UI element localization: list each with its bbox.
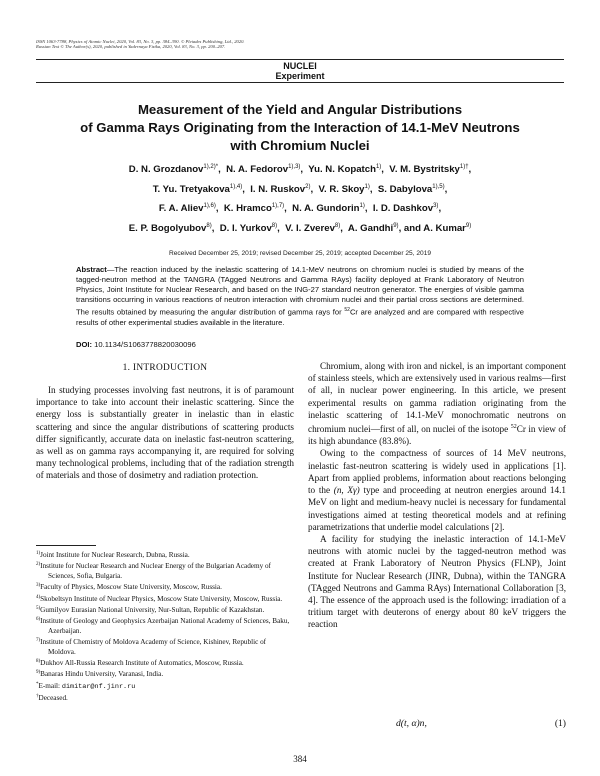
footnote-mark: 4) (36, 594, 41, 600)
footnote-mark: 6) (36, 617, 41, 623)
title-line-1: Measurement of the Yield and Angular Distributions (137, 102, 463, 117)
footnotes (36, 549, 294, 704)
author-name: K. Hramco (223, 203, 272, 214)
author-affiliation: 2) (305, 183, 311, 190)
journal-header (36, 39, 245, 50)
journal-header-line-1: ISSN 1063-7788, Physics of Atomic Nuclei, 2020, Vol. 83, No. 3, pp. 384–390. © Pleiades Publishing, Ltd., 2020. (36, 39, 245, 44)
footnote-text: Faculty of Physics, Moscow State University, Moscow, Russia. (40, 583, 222, 592)
right-paragraph-2 (308, 447, 566, 532)
author-row: D. N. Grozdanov$^{1),2)*}$, N. A. Fedorov$^{1),3)}$, Yu. N. Kopatch$^{1)}$, V. M. Bystritsky$^{1)\dagger}$, (128, 164, 472, 175)
article-title (40, 101, 560, 155)
journal-header-line-2: Russian Text © The Author(s), 2020, published in Yadernaya Fizika, 2020, Vol. 83, No. 3, pp. 200–207. (36, 44, 226, 50)
right-column-body (308, 360, 566, 631)
footnote-item (36, 615, 294, 636)
footnote-text: Dukhov All-Russia Research Institute of Automatics, Moscow, Russia. (40, 659, 244, 668)
section-subcategory: Experiment (275, 71, 325, 81)
isotope-mass: 52 (510, 424, 517, 431)
author-list (40, 159, 560, 237)
author-affiliation: 1) (359, 203, 365, 209)
journal-section (0, 61, 600, 81)
author-row: E. P. Bogolyubov$^{8)}$, D. I. Yurkov$^{8)}$, V. I. Zverev$^{8)}$, A. Gandhi$^{9)}$, and A. Kumar$^{9)}$ (128, 222, 472, 234)
footnote-mark: † (36, 694, 39, 700)
doi-link[interactable]: 10.1134/S1063778820030096 (94, 340, 196, 349)
email-label: E-mail: (38, 681, 61, 690)
page-number: 384 (293, 754, 307, 764)
author-affiliation: 1) (364, 183, 370, 190)
title-line-3: with Chromium Nuclei (230, 138, 370, 153)
author-affiliation: 1) (375, 164, 382, 170)
email-link[interactable]: dimitar@nf.jinr.ru (61, 682, 136, 691)
footnote-text: Institute of Geology and Geophysics Azerbaijan National Academy of Sciences, Baku, Azerbaijan. (40, 617, 290, 635)
footnote-item (36, 581, 294, 592)
received-dates: Received December 25, 2019; revised December 25, 2019; accepted December 25, 2019 (168, 250, 432, 257)
author-affiliation: 8) (334, 222, 341, 229)
footnote-mark: 5) (36, 606, 41, 612)
author-affiliation: 1),5) (432, 183, 445, 190)
author-name: N. A. Fedorov (226, 164, 289, 175)
author-name: T. Yu. Tretyakova (152, 183, 230, 195)
author-affiliation: 8) (206, 222, 212, 229)
author-affiliation: 1),2)* (203, 164, 219, 170)
footnote-mark: 7) (36, 638, 41, 644)
abstract-isotope-mass: 52 (344, 307, 350, 313)
footnote-text: Skobeltsyn Institute of Nuclear Physics, Moscow State University, Moscow, Russia. (40, 594, 283, 603)
footnote-mark: 9) (36, 670, 41, 676)
author-name: I. D. Dashkov (372, 203, 434, 214)
author-name: I. N. Ruskov (250, 183, 306, 195)
author-name: Yu. N. Kopatch (308, 164, 376, 175)
header-rule-top (36, 59, 564, 60)
footnote-text: Banaras Hindu University, Varanasi, India. (40, 670, 164, 679)
footnote-item (36, 636, 294, 657)
author-name: D. I. Yurkov (219, 222, 272, 234)
doi-label: DOI: (76, 340, 93, 349)
left-column-body (36, 384, 294, 482)
author-affiliation: 1),7) (271, 203, 285, 209)
footnote-item (36, 560, 294, 581)
author-affiliation: 3) (433, 203, 439, 209)
footnote-item (36, 549, 294, 560)
author-name: V. R. Skoy (318, 183, 365, 195)
abstract-text-1: —The reaction induced by the inelastic scattering of 14.1-MeV neutrons on chromium nuclei is studied by means of the tagged-neutron method at the TANGRA (TAgged Neutrons and Gamma RAys) facility deployed at Frank Laboratory of Neutron Physics, Joint Institute for Nuclear Research, and based on the ING-27 standard neutron generator. The energies of visible gamma transitions occurring in various reactions of neutron interaction with chromium nuclei and their partial cross sections are determined. The results obtained by measuring the angular distribution of gamma rays for (76, 265, 524, 317)
author-affiliation: 1),3) (288, 164, 301, 170)
author-name: V. I. Zverev (285, 222, 335, 234)
author-name: E. P. Bogolyubov (128, 222, 207, 234)
author-name: S. Dabylova (377, 183, 433, 195)
author-affiliation: 1)† (459, 164, 469, 170)
author-name: D. N. Grozdanov (128, 164, 204, 175)
right-paragraph-1 (308, 360, 566, 447)
footnote-mark: * (36, 681, 39, 687)
abstract-label: Abstract (76, 265, 107, 274)
author-row: T. Yu. Tretyakova$^{1),4)}$, I. N. Ruskov$^{2)}$, V. R. Skoy$^{1)}$, S. Dabylova$^{1),5)}$, (152, 183, 448, 195)
footnote-email (36, 680, 294, 692)
right-paragraph-3: A facility for studying the inelastic interaction of 14.1-MeV neutrons with atomic nuclei by the tagged-neutron method was created at Frank Laboratory of Neutron Physics (FLNP), Joint Institute for Nuclear Research (JINR, Dubna), within the TANGRA (TAgged Neutrons and Gamma RAys) International Collaboration [3, 4]. The essence of the approach used is the following: irradiation of a tritium target with deuterons of energy about 80 keV triggers the reaction (308, 533, 566, 630)
section-heading-introduction: 1. INTRODUCTION (122, 363, 208, 373)
footnote-mark: 8) (36, 659, 41, 665)
footnote-text: Institute for Nuclear Research and Nuclear Energy of the Bulgarian Academy of Sciences, Sofia, Bulgaria. (40, 562, 271, 580)
title-line-2: of Gamma Rays Originating from the Interaction of 14.1-MeV Neutrons (80, 120, 520, 135)
footnote-mark: 3) (36, 583, 41, 589)
paragraph-text: Owing to the compactness of sources of 14 MeV neutrons, inelastic fast-neutron scattering is widely used in applications [1]. Apart from applied problems, information about reactions belonging to the (308, 448, 566, 496)
footnote-deceased (36, 692, 294, 703)
footnote-text: Gumilyov Eurasian National University, Nur-Sultan, Republic of Kazakhstan. (40, 606, 265, 615)
author-name: V. M. Bystritsky (389, 164, 460, 175)
author-affiliation: 1),6) (203, 203, 216, 209)
footnote-text: Joint Institute for Nuclear Research, Dubna, Russia. (40, 551, 190, 559)
equation-number: (1) (554, 718, 566, 729)
author-affiliation: 9) (465, 222, 472, 229)
paragraph-text: type and proceeding at neutron energies around 14.1 MeV on light and medium-heavy nuclei is necessary for fundamental investigations aimed at testing theoretical models and at refining parametrizations that underlie model calculations [2]. (308, 485, 566, 532)
footnote-item (36, 657, 294, 668)
author-row: F. A. Aliev$^{1),6)}$, K. Hramco$^{1),7)}$, N. A. Gundorin$^{1)}$, I. D. Dashkov$^{3)}$, (158, 203, 442, 214)
footnote-mark: 1) (36, 551, 41, 556)
footnote-text: Deceased. (38, 694, 68, 703)
paragraph-text: Cr in view of its high abundance (83.8%). (308, 424, 566, 447)
abstract-text-2: Cr are analyzed and are compared with respective results of other experimental studies available in the literature. (76, 307, 524, 327)
footnote-mark: 2) (36, 562, 41, 568)
footnote-item (36, 593, 294, 604)
author-affiliation: 9) (393, 222, 399, 229)
header-rule-bottom (36, 82, 564, 83)
reaction-notation: (n, Xγ) (333, 485, 360, 496)
footnote-item (36, 604, 294, 615)
footnote-rule (36, 545, 96, 546)
intro-paragraph-1: In studying processes involving fast neutrons, it is of paramount importance to take into account their inelastic scattering. Since the energy loss is substantially greater in inelastic than in elastic scattering and since the angular distributions of scattering products differ significantly, accurate data on inelastic fast-neutron scattering, as well as on gamma rays accompanying it, are required for solving many technological problems, including that of the radiation strength of materials and those of dosimetry and radiation protection. (36, 385, 294, 481)
footnote-text: Institute of Chemistry of Moldova Academy of Science, Kishinev, Republic of Moldova. (40, 638, 267, 656)
author-name: A. Gandhi (347, 222, 394, 234)
equation-formula: d(t, α)n, (396, 718, 427, 729)
author-name: A. Kumar (423, 222, 466, 234)
footnote-item (36, 668, 294, 679)
author-affiliation: 8) (271, 222, 278, 229)
paragraph-text: Chromium, along with iron and nickel, is an important component of stainless steels, which are extensively used in various realms—first of all, in nuclear power engineering. In this article, we present experimental results on gamma radiation originating from the inelastic scattering of 14.1-MeV monochromatic neutrons on chromium nuclei—first of all, on nuclei of the isotope (308, 361, 566, 435)
section-category: NUCLEI (283, 61, 317, 71)
author-name: N. A. Gundorin (292, 203, 360, 214)
author-affiliation: 1),4) (229, 183, 243, 190)
author-name: F. A. Aliev (158, 203, 204, 214)
abstract (76, 265, 524, 328)
doi (76, 340, 196, 350)
